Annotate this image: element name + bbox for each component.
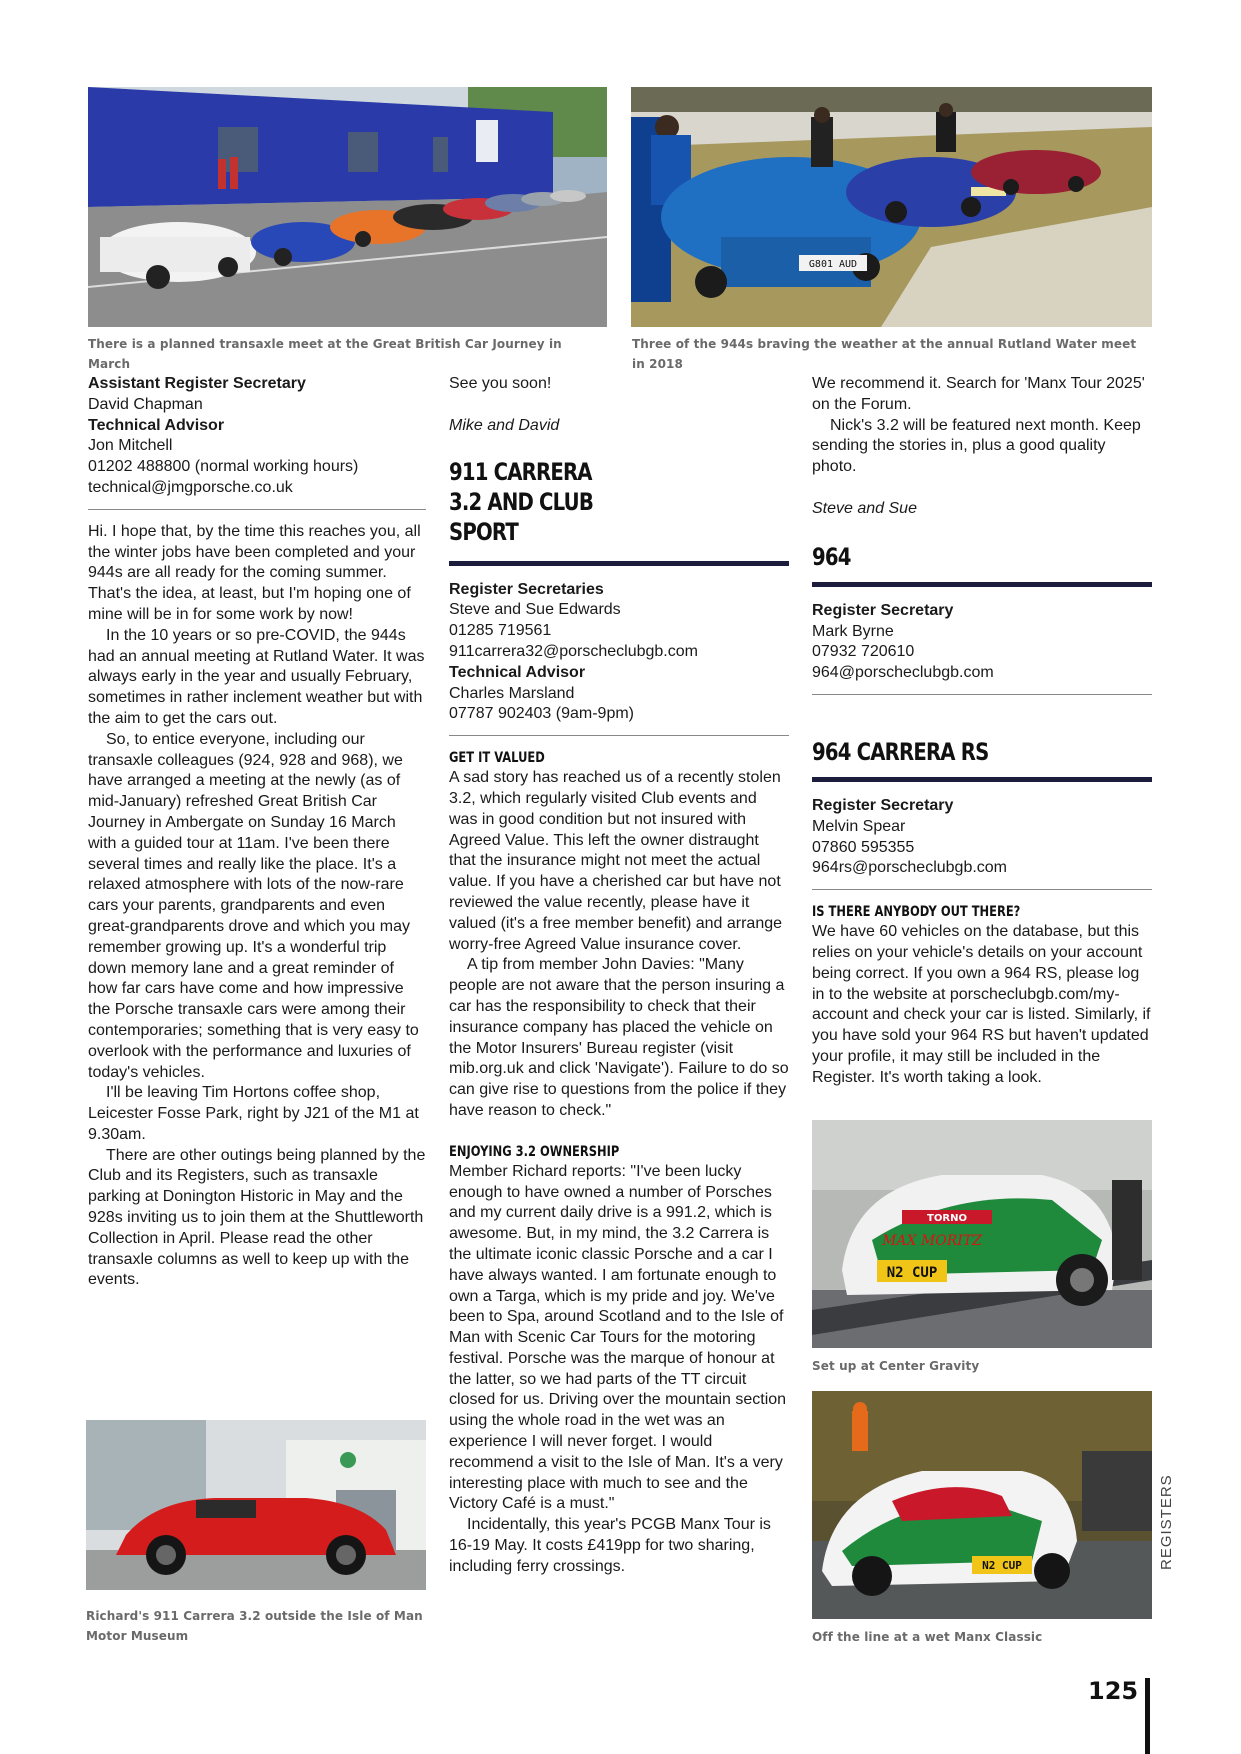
- body-paragraph: So, to entice everyone, including our transaxle colleagues (924, 928 and 968), we have arranged a meeting at the newly (as of mid-January) refreshed Great British Car Journey in Ambergate on Sunday 16 March with a guided tour at 11am. I've been there several times and really like the place. It's a relaxed atmosphere with lots of the now-rare cars your parents, grandparents and even great-grandparents drove and which you may remember growing up. It's a wonderful trip down memory lane and a great reminder of how far cars have come and how impressive the Porsche transaxle cars were among their contemporaries; something that is very easy to overlook with the performance and luxuries of today's vehicles.: [88, 730, 419, 1081]
- body-paragraph: We recommend it. Search for 'Manx Tour 2025' on the Forum.: [812, 375, 1145, 413]
- divider: [812, 694, 1152, 695]
- subheading-anybody-out-there: IS THERE ANYBODY OUT THERE?: [812, 904, 1021, 921]
- contact-name: David Chapman: [88, 395, 203, 413]
- contact-email[interactable]: 911carrera32@porscheclubgb.com: [449, 642, 698, 660]
- body-paragraph: Nick's 3.2 will be featured next month. Keep sending the stories in, plus a good quality photo.: [812, 416, 1141, 476]
- contact-email[interactable]: 964@porscheclubgb.com: [812, 664, 994, 682]
- contact-name: Charles Marsland: [449, 684, 575, 702]
- contact-label: Register Secretary: [812, 601, 954, 619]
- contact-block-944: [88, 374, 426, 499]
- page-number: 125: [1088, 1677, 1139, 1705]
- divider: [449, 735, 789, 736]
- contact-label: Register Secretary: [812, 796, 954, 814]
- divider: [812, 889, 1152, 890]
- section-heading-911-carrera: 911 CARRERA 3.2 AND CLUB SPORT: [449, 457, 594, 546]
- contact-phone: 07932 720610: [812, 643, 915, 661]
- body-paragraph: Incidentally, this year's PCGB Manx Tour is 16-19 May. It costs £419pp for two sharing, including ferry crossings.: [449, 1516, 771, 1575]
- caption-gbcj-meet: There is a planned transaxle meet at the Great British Car Journey in March: [88, 337, 562, 371]
- livery-brand: MAX MORITZ: [882, 1233, 982, 1249]
- photo-manx-classic: [812, 1391, 1152, 1619]
- contact-name: Steve and Sue Edwards: [449, 601, 621, 619]
- contact-phone: 07787 902403 (9am-9pm): [449, 705, 635, 723]
- contact-email[interactable]: technical@jmgporsche.co.uk: [88, 478, 293, 496]
- plate-964-road: N2 CUP: [982, 1559, 1022, 1572]
- body-paragraph: In the 10 years or so pre-COVID, the 944s had an annual meeting at Rutland Water. It was always early in the year and usually February, sometimes in rather inclement weather but with the aim to get the cars out.: [88, 626, 425, 727]
- contact-phone: 01285 719561: [449, 622, 552, 640]
- column-911-carrera: [449, 374, 789, 1578]
- photo-center-gravity: [812, 1120, 1152, 1348]
- contact-label: Technical Advisor: [88, 416, 225, 434]
- body-paragraph: A sad story has reached us of a recently stolen 3.2, which regularly visited Club events and was in good condition but not insured with Agreed Value. This left the owner distraught that the insurance might not meet the actual value. If you have a cherished car but have not reviewed the value recently, please have it valued (it's a free member benefit) and arrange worry-free Agreed Value insurance cover.: [449, 769, 783, 953]
- subheading-get-it-valued: GET IT VALUED: [449, 750, 545, 767]
- body-paragraph: We have 60 vehicles on the database, but this relies on your vehicle's details on your account being correct. If you own a 964 RS, please log in to the website at porscheclubgb.com/my-account and check your car is listed. Similarly, if you have sold your 964 RS but haven't updated your profile, it may still be included in the Register. It's worth taking a look.: [812, 923, 1151, 1086]
- column-transaxle-944: [88, 374, 426, 1291]
- body-paragraph: Member Richard reports: "I've been lucky enough to have owned a number of Porsches and my current daily drive is a 991.2, which is awesome. But, in my mind, the 3.2 Carrera is the ultimate iconic classic Porsche and a car I have always wanted. I am fortunate enough to own a Targa, which is my pride and joy. We've been to Spa, around Scotland and to the Isle of Man with Scenic Car Tours for the motoring festival. Porsche was the marque of honour at the latter, so we had parts of the TT circuit closed for us. Driving over the mountain section using the whole road in the wet was an experience I will never forget. I would recommend a visit to the Isle of Man. It's a very interesting place with much to see and the Victory Café is a must.": [449, 1162, 787, 1513]
- contact-block-964: [812, 601, 1152, 684]
- body-paragraph: Hi. I hope that, by the time this reaches you, all the winter jobs have been completed and your 944s are all ready for the coming summer. That's the idea, at least, but I'm hoping one of mine will be in for some work by now!: [88, 522, 421, 623]
- body-paragraph: A tip from member John Davies: "Many people are not aware that the person insuring a car has the responsibility to check that their insurance company has placed the vehicle on the Motor Insurers' Bureau register (visit mib.org.uk and click 'Navigate'). Failure to do so can give rise to questions from the police if they have reason to check.": [449, 956, 789, 1119]
- photo-gbcj-meet: [88, 87, 607, 327]
- livery-sponsor: TORNO: [927, 1213, 967, 1224]
- contact-label: Assistant Register Secretary: [88, 375, 306, 392]
- photo-rutland-water: [631, 87, 1152, 327]
- plate-964-rig: N2 CUP: [886, 1265, 938, 1281]
- contact-name: Melvin Spear: [812, 817, 906, 835]
- page-number-bar: [1145, 1678, 1150, 1754]
- caption-911-targa: Richard's 911 Carrera 3.2 outside the Isle of Man Motor Museum: [86, 1609, 423, 1643]
- caption-manx-classic: Off the line at a wet Manx Classic: [812, 1630, 1043, 1644]
- contact-name: Jon Mitchell: [88, 437, 173, 455]
- signoff-944: Mike and David: [449, 416, 560, 434]
- divider: [88, 509, 426, 510]
- contact-label: Register Secretaries: [449, 580, 604, 598]
- body-paragraph: I'll be leaving Tim Hortons coffee shop, Leicester Fosse Park, right by J21 of the M1 at 9.30am.: [88, 1084, 419, 1143]
- contact-block-911: [449, 580, 789, 726]
- body-paragraph: There are other outings being planned by the Club and its Registers, such as transaxle parking at Donington Historic in May and the 928s inviting us to join them at the Shuttleworth Collection in April. Please read the other transaxle columns as well to keep up with the events.: [88, 1146, 426, 1289]
- heading-rule: [812, 777, 1152, 782]
- signoff-911: Steve and Sue: [812, 499, 917, 517]
- contact-block-964-rs: [812, 796, 1152, 879]
- section-heading-964: 964: [812, 542, 851, 571]
- contact-label: Technical Advisor: [449, 663, 586, 681]
- subheading-enjoying-ownership: ENJOYING 3.2 OWNERSHIP: [449, 1143, 620, 1160]
- contact-phone: 01202 488800 (normal working hours): [88, 458, 359, 476]
- photo-911-targa: [86, 1420, 426, 1590]
- see-you-text: See you soon!: [449, 375, 552, 392]
- column-964: [812, 374, 1152, 1089]
- heading-rule: [812, 582, 1152, 587]
- caption-center-gravity: Set up at Center Gravity: [812, 1359, 980, 1373]
- heading-rule: [449, 561, 789, 566]
- contact-phone: 07860 595355: [812, 838, 915, 856]
- contact-name: Mark Byrne: [812, 622, 894, 640]
- contact-email[interactable]: 964rs@porscheclubgb.com: [812, 859, 1008, 877]
- section-heading-964-rs: 964 CARRERA RS: [812, 737, 989, 766]
- plate-blue-944: G801 AUD: [808, 259, 858, 270]
- caption-rutland-water: Three of the 944s braving the weather at the annual Rutland Water meet in 2018: [632, 337, 1137, 371]
- section-side-label: REGISTERS: [1158, 1474, 1175, 1570]
